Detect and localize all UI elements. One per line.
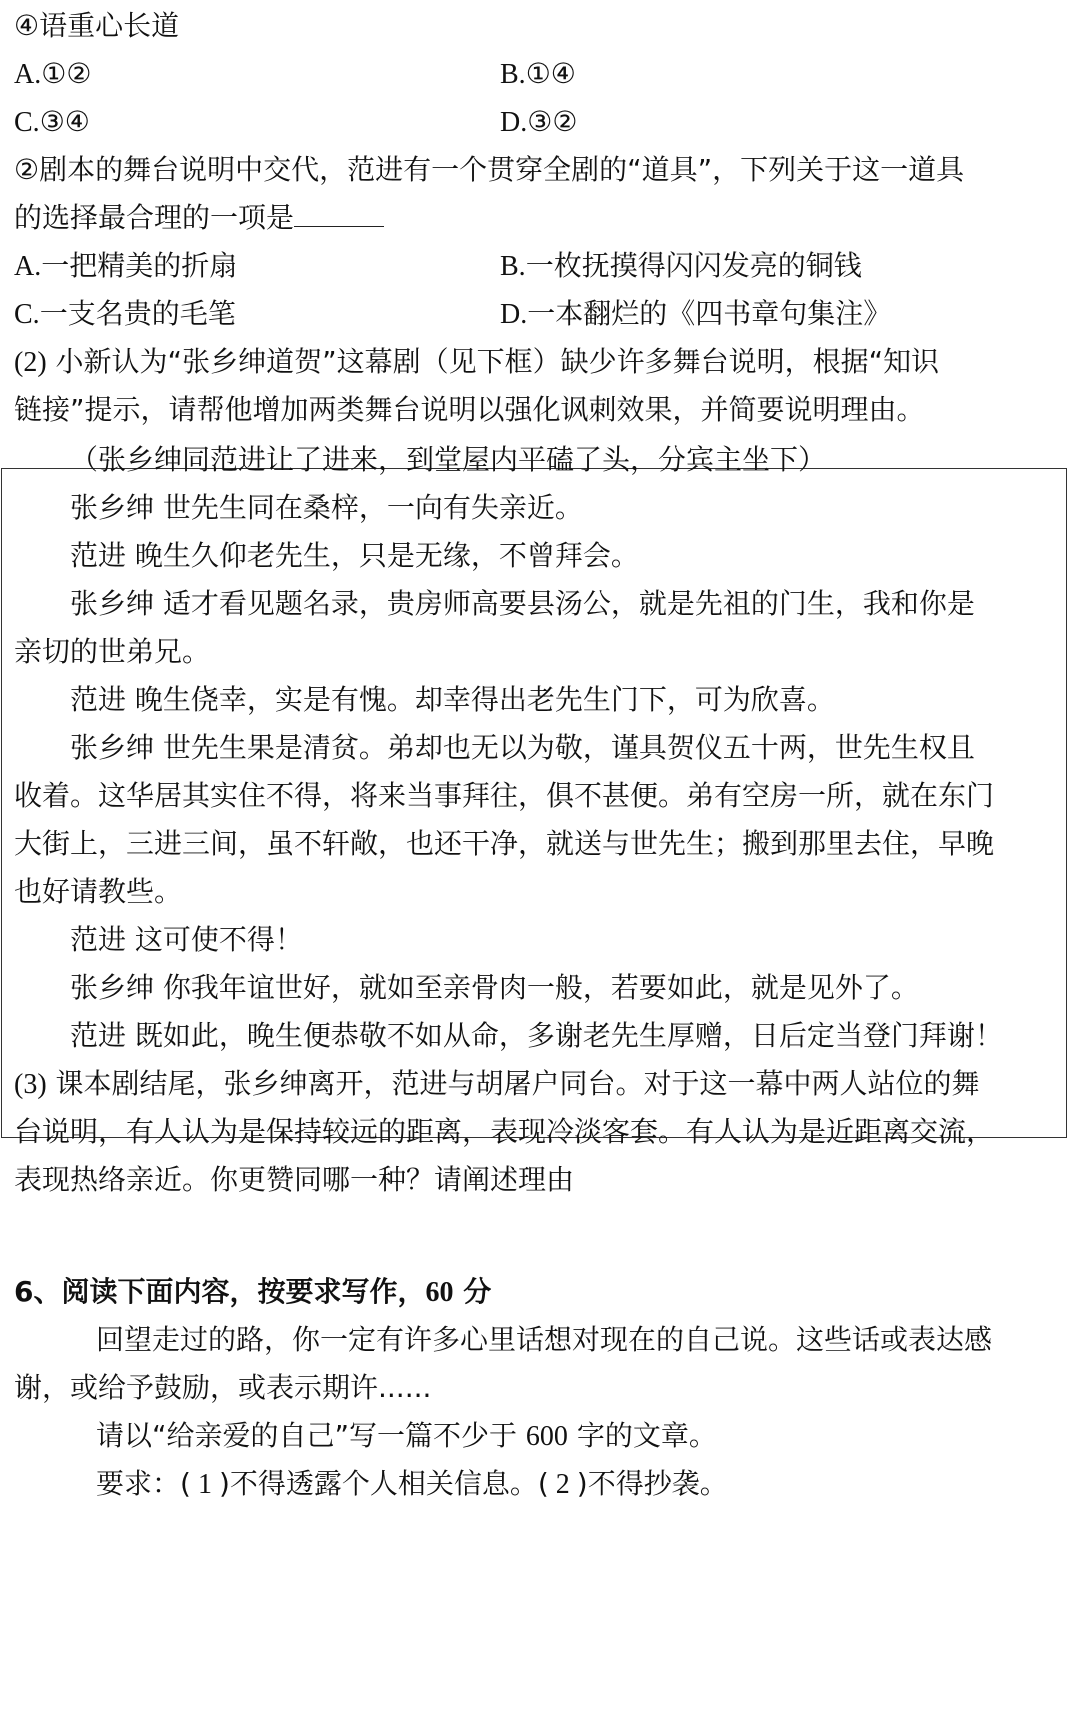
requirements-text: )不得抄袭。 [576, 1467, 728, 1500]
instruction-text: 请以“给亲爱的自己”写一篇不少于 [96, 1419, 526, 1452]
choice-text: 一把精美的折扇 [41, 249, 238, 282]
writing-question-heading [14, 1274, 491, 1311]
choice-text: 一本翻烂的《四书章句集注》 [527, 297, 892, 330]
choice-text: ①④ [525, 57, 576, 90]
prop-choice-c [14, 296, 236, 333]
choice-a [14, 56, 91, 93]
choice-d [500, 104, 577, 141]
writing-prompt-line1: 回望走过的路，你一定有许多心里话想对现在的自己说。这些话或表达感 [96, 1323, 993, 1356]
question-3-line3: 表现热络亲近。你更赞同哪一种？请阐述理由 [14, 1163, 575, 1196]
question-3-line1 [14, 1066, 980, 1103]
choice-letter: C. [14, 107, 40, 138]
choice-letter: A. [14, 251, 42, 282]
dialogue-line: 范进 晚生久仰老先生，只是无缘，不曾拜会。 [70, 539, 639, 572]
prop-question-line2 [14, 200, 384, 236]
requirements-text: )不得透露个人相关信息。( [218, 1467, 549, 1500]
question-2-line2: 链接”提示，请帮他增加两类舞台说明以强化讽刺效果，并简要说明理由。 [14, 393, 925, 426]
answer-blank[interactable] [294, 200, 384, 227]
prop-choice-a [14, 248, 237, 285]
requirements-text: 要求：( [96, 1467, 191, 1500]
choice-text: ①② [41, 57, 92, 90]
question-2-line1 [14, 344, 939, 381]
choice-letter: D. [500, 107, 528, 138]
writing-prompt-line2: 谢，或给予鼓励，或表示期许...... [14, 1371, 432, 1404]
choice-letter: B. [500, 251, 526, 282]
question-text: 课本剧结尾，张乡绅离开，范进与胡屠户同台。对于这一幕中两人站位的舞 [46, 1067, 980, 1100]
choice-letter: B. [500, 59, 526, 90]
prop-question-text: 的选择最合理的一项是 [14, 201, 295, 234]
heading-unit: 分 [453, 1275, 492, 1308]
dialogue-line: 张乡绅 世先生果是清贫。弟却也无以为敬，谨具贺仪五十两，世先生权且 [70, 731, 975, 764]
word-count: 600 [525, 1421, 568, 1452]
option-4-text: ④语重心长道 [14, 9, 180, 42]
writing-requirements [96, 1466, 728, 1503]
question-text: 小新认为“张乡绅道贺”这幕剧（见下框）缺少许多舞台说明，根据“知识 [46, 345, 940, 378]
dialogue-line: 范进 既如此，晚生便恭敬不如从命，多谢老先生厚赠，日后定当登门拜谢！ [70, 1019, 1003, 1052]
choice-letter: D. [500, 299, 528, 330]
question-number: (2) [14, 347, 47, 378]
question-number: (3) [14, 1069, 47, 1100]
choice-letter: A. [14, 59, 42, 90]
instruction-text: 字的文章。 [567, 1419, 717, 1452]
prop-choice-d [500, 296, 891, 333]
dialogue-line: 收着。这华居其实住不得，将来当事拜往，俱不甚便。弟有空房一所，就在东门 [14, 779, 995, 812]
choice-text: ③④ [39, 105, 90, 138]
dialogue-line: 张乡绅 世先生同在桑梓，一向有失亲近。 [70, 491, 583, 524]
question-3-line2: 台说明，有人认为是保持较远的距离，表现冷淡客套。有人认为是近距离交流， [14, 1115, 995, 1148]
dialogue-line: 大街上，三进三间，虽不轩敞，也还干净，就送与世先生；搬到那里去住，早晚 [14, 827, 995, 860]
requirement-number: 1 [190, 1469, 219, 1500]
choice-b [500, 56, 576, 93]
dialogue-line: 范进 晚生侥幸，实是有愧。却幸得出老先生门下，可为欣喜。 [70, 683, 835, 716]
prop-choice-b [500, 248, 862, 285]
choice-text: ③② [527, 105, 578, 138]
choice-c [14, 104, 90, 141]
dialogue-line: 也好请教些。 [14, 875, 183, 908]
dialogue-line: 张乡绅 你我年谊世好，就如至亲骨肉一般，若要如此，就是见外了。 [70, 971, 919, 1004]
requirement-number: 2 [548, 1469, 577, 1500]
heading-score: 60 [425, 1277, 454, 1308]
choice-letter: C. [14, 299, 40, 330]
dialogue-line: 亲切的世弟兄。 [14, 635, 211, 668]
stage-direction: （张乡绅同范进让了进来，到堂屋内平磕了头，分宾主坐下） [70, 443, 827, 476]
writing-title-instruction [96, 1418, 717, 1455]
dialogue-line: 范进 这可使不得！ [70, 923, 303, 956]
choice-text: 一支名贵的毛笔 [39, 297, 236, 330]
choice-text: 一枚抚摸得闪闪发亮的铜钱 [525, 249, 862, 282]
heading-text: 6、阅读下面内容，按要求写作， [14, 1275, 426, 1308]
dialogue-line: 张乡绅 适才看见题名录，贵房师高要县汤公，就是先祖的门生，我和你是 [70, 587, 975, 620]
prop-question-line1: ②剧本的舞台说明中交代，范进有一个贯穿全剧的“道具”，下列关于这一道具 [14, 153, 965, 186]
